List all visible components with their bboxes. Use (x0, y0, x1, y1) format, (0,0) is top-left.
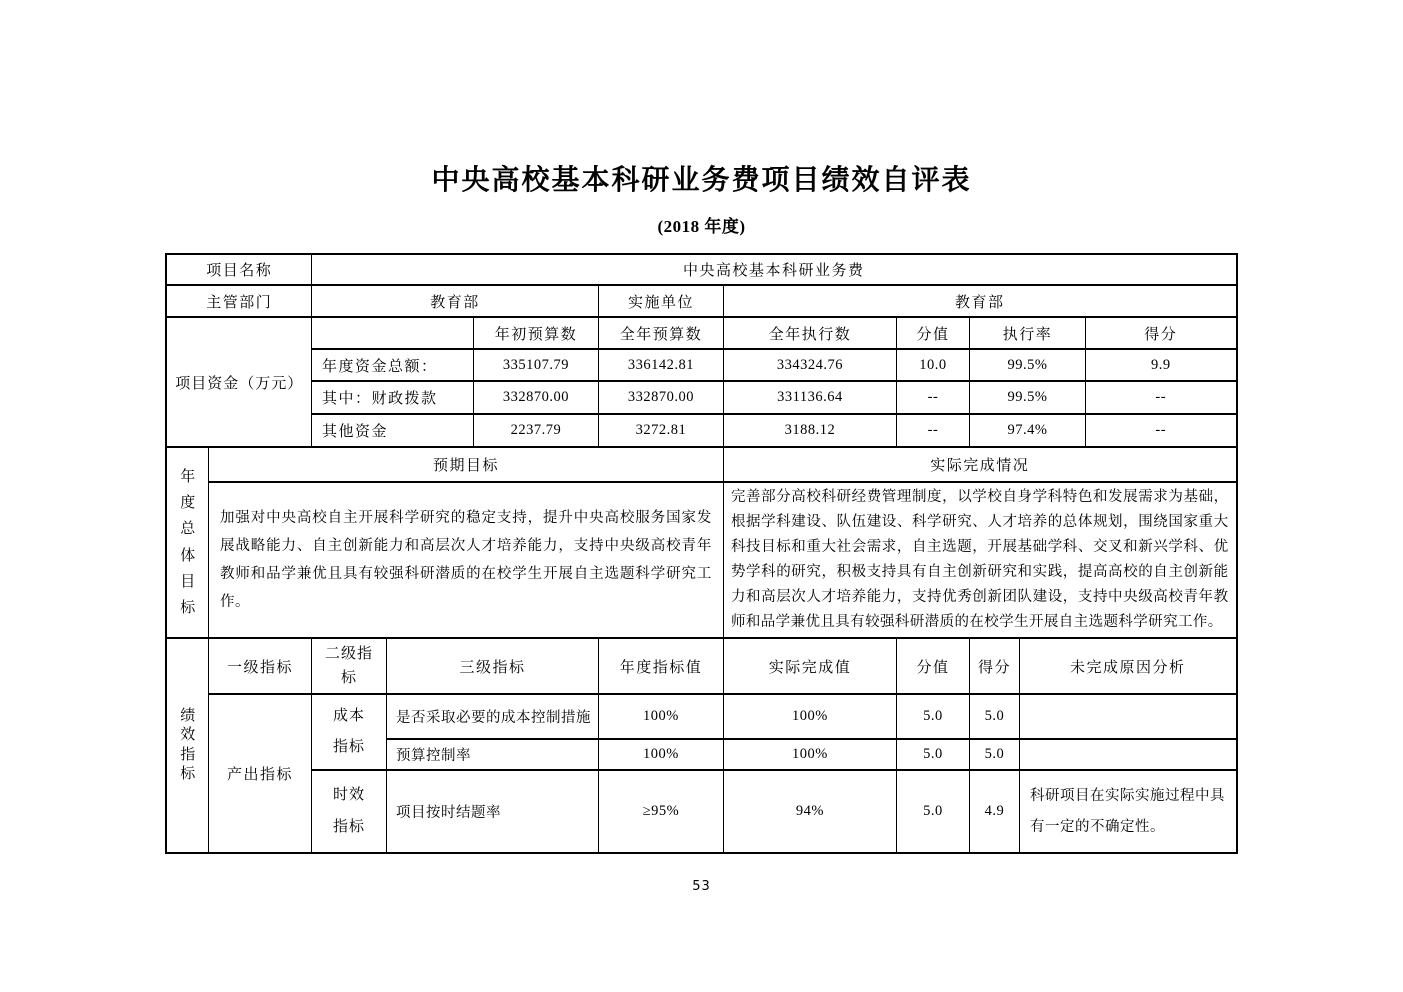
annual-goal-section-label (166, 447, 208, 638)
funding-other-executed: 3188.12 (723, 414, 896, 447)
indicator-level3-budget-rate: 预算控制率 (386, 739, 598, 770)
indicator-col-score: 得分 (969, 638, 1019, 694)
indicator-score-budget-rate: 5.0 (969, 739, 1019, 770)
page-title: 中央高校基本科研业务费项目绩效自评表 (431, 165, 972, 196)
funding-total-score: 9.9 (1085, 349, 1236, 381)
indicator-level1-output: 产出指标 (208, 694, 311, 853)
indicator-col-target: 年度指标值 (598, 638, 723, 694)
goals-body-row (166, 482, 1236, 638)
funding-col-initial-budget: 年初预算数 (473, 317, 598, 349)
indicator-target-completion-rate: ≥95% (598, 770, 723, 853)
funding-col-executed: 全年执行数 (723, 317, 896, 349)
indicator-actual-budget-rate: 100% (723, 739, 896, 770)
funding-row-fiscal (166, 381, 1236, 414)
indicator-weight-budget-rate: 5.0 (896, 739, 969, 770)
implementing-unit-label: 实施单位 (598, 285, 723, 317)
funding-total-executed: 334324.76 (723, 349, 896, 381)
funding-fiscal-executed: 331136.64 (723, 381, 896, 414)
funding-fiscal-rate: 99.5% (969, 381, 1085, 414)
indicator-weight-completion-rate: 5.0 (896, 770, 969, 853)
funding-other-rate: 97.4% (969, 414, 1085, 447)
expected-goal-text: 加强对中央高校自主开展科学研究的稳定支持，提升中央高校服务国家发展战略能力、自主创新能力和高层次人才培养能力，支持中央级高校青年教师和品学兼优且具有较强科研潜质的在校学生开展自主选题科学研究工作。 (208, 482, 723, 638)
indicator-reason-budget-rate (1019, 739, 1236, 770)
funding-fiscal-weight: -- (896, 381, 969, 414)
funding-fiscal-initial: 332870.00 (473, 381, 598, 414)
funding-row-other (166, 414, 1236, 447)
indicator-col-reason: 未完成原因分析 (1019, 638, 1236, 694)
implementing-unit-value: 教育部 (723, 285, 1236, 317)
indicator-col-level2 (311, 638, 386, 694)
actual-completion-text: 完善部分高校科研经费管理制度，以学校自身学科特色和发展需求为基础，根据学科建设、队伍建设、科学研究、人才培养的总体规划，围绕国家重大科技目标和重大社会需求，自主选题，开展基础学科、交叉和新兴学科、优势学科的研究，积极支持具有自主创新研究和实践，提高高校的自主创新能力和高层次人才培养能力，支持优秀创新团队建设，支持中央级高校青年教师和品学兼优且具有较强科研潜质的在校学生开展自主选题科学研究工作。 (723, 482, 1236, 638)
funding-fiscal-label: 其中：财政拨款 (311, 381, 473, 414)
indicator-col-level2-text: 二级指标 (324, 646, 373, 686)
funding-other-weight: -- (896, 414, 969, 447)
funding-header-row (166, 317, 1236, 349)
indicator-level2-cost (311, 694, 386, 770)
funding-total-annual: 336142.81 (598, 349, 723, 381)
supervisor-dept-label: 主管部门 (166, 285, 311, 317)
indicator-col-level1: 一级指标 (208, 638, 311, 694)
indicator-col-weight: 分值 (896, 638, 969, 694)
annual-goal-section-text: 年度总体目标 (180, 468, 196, 616)
project-name-label: 项目名称 (166, 254, 311, 285)
project-name-row (166, 254, 1236, 285)
funding-col-annual-budget: 全年预算数 (598, 317, 723, 349)
indicator-reason-cost-measures (1019, 694, 1236, 739)
department-row (166, 285, 1236, 317)
indicator-target-budget-rate: 100% (598, 739, 723, 770)
funding-total-rate: 99.5% (969, 349, 1085, 381)
indicator-level3-completion-rate: 项目按时结题率 (386, 770, 598, 853)
performance-section-text: 绩效指标 (180, 708, 196, 782)
performance-section-label (166, 638, 208, 853)
funding-section-label: 项目资金（万元） (166, 317, 311, 447)
funding-corner-cell (311, 317, 473, 349)
indicator-level2-timeliness (311, 770, 386, 853)
funding-other-initial: 2237.79 (473, 414, 598, 447)
indicator-weight-cost-measures: 5.0 (896, 694, 969, 739)
project-name-value: 中央高校基本科研业务费 (311, 254, 1236, 285)
funding-other-label: 其他资金 (311, 414, 473, 447)
funding-other-annual: 3272.81 (598, 414, 723, 447)
funding-col-weight: 分值 (896, 317, 969, 349)
indicator-score-cost-measures: 5.0 (969, 694, 1019, 739)
indicator-level2-timeliness-text: 时效指标 (332, 787, 365, 835)
funding-other-score: -- (1085, 414, 1236, 447)
indicator-level2-cost-text: 成本指标 (332, 707, 365, 755)
expected-goal-header: 预期目标 (208, 447, 723, 482)
funding-fiscal-score: -- (1085, 381, 1236, 414)
actual-completion-header: 实际完成情况 (723, 447, 1236, 482)
indicator-row-cost-control (166, 694, 1236, 739)
indicator-row-timeliness (166, 770, 1236, 853)
funding-total-label: 年度资金总额： (311, 349, 473, 381)
indicator-target-cost-measures: 100% (598, 694, 723, 739)
funding-total-initial: 335107.79 (473, 349, 598, 381)
indicator-score-completion-rate: 4.9 (969, 770, 1019, 853)
page-subtitle: (2018 年度) (657, 217, 746, 236)
indicator-actual-cost-measures: 100% (723, 694, 896, 739)
goals-header-row (166, 447, 1236, 482)
indicator-col-actual: 实际完成值 (723, 638, 896, 694)
funding-total-weight: 10.0 (896, 349, 969, 381)
indicator-reason-completion-rate: 科研项目在实际实施过程中具有一定的不确定性。 (1019, 770, 1236, 853)
funding-col-execution-rate: 执行率 (969, 317, 1085, 349)
page-number: 53 (692, 879, 711, 894)
funding-col-score: 得分 (1085, 317, 1236, 349)
indicator-col-level3: 三级指标 (386, 638, 598, 694)
funding-fiscal-annual: 332870.00 (598, 381, 723, 414)
supervisor-dept-value: 教育部 (311, 285, 598, 317)
indicator-actual-completion-rate: 94% (723, 770, 896, 853)
indicator-level3-cost-measures: 是否采取必要的成本控制措施 (386, 694, 598, 739)
indicators-header-row (166, 638, 1236, 694)
funding-row-total (166, 349, 1236, 381)
self-evaluation-table (165, 253, 1237, 854)
